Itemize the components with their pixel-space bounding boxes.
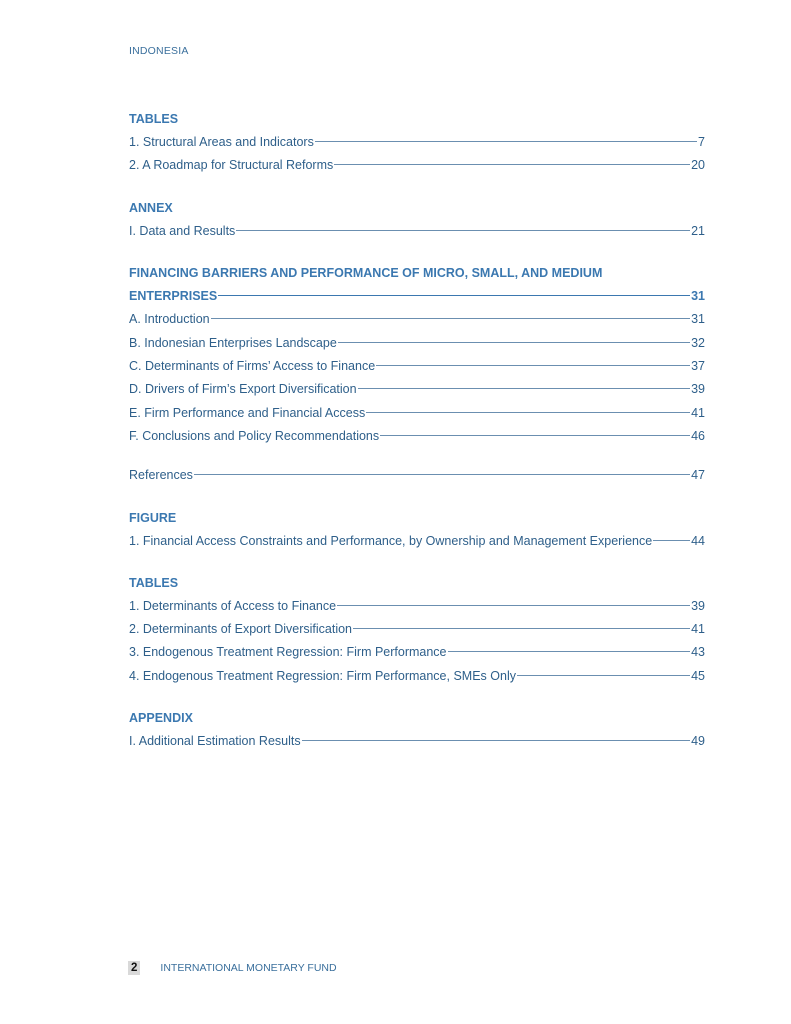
toc-entry-page: 47 xyxy=(691,468,705,483)
dot-leader xyxy=(211,318,690,319)
toc-entry-label: B. Indonesian Enterprises Landscape xyxy=(129,335,337,350)
dot-leader xyxy=(236,230,690,231)
toc-entry-page: 49 xyxy=(691,734,705,749)
toc-entry[interactable] xyxy=(129,131,705,154)
dot-leader xyxy=(358,388,691,389)
dot-leader xyxy=(338,342,690,343)
dot-leader xyxy=(315,141,697,142)
page-footer xyxy=(128,961,337,975)
toc-entry-references[interactable] xyxy=(129,464,705,487)
toc-entry-page: 41 xyxy=(691,622,705,637)
toc-entry-label: I. Data and Results xyxy=(129,223,236,238)
toc-entry-label: I. Additional Estimation Results xyxy=(129,734,301,749)
chapter-page-number: 31 xyxy=(691,289,705,304)
toc-list-annex xyxy=(129,220,705,243)
toc-entry-label: 1. Financial Access Constraints and Performance, by Ownership and Management Experience xyxy=(129,533,653,548)
toc-entry[interactable] xyxy=(129,641,705,664)
running-header: INDONESIA xyxy=(129,45,189,57)
toc-entry-label: D. Drivers of Firm’s Export Diversification xyxy=(129,382,357,397)
toc-entry-page: 37 xyxy=(691,359,705,374)
section-heading-tables-2: TABLES xyxy=(129,575,179,590)
toc-entry[interactable] xyxy=(129,308,705,331)
publisher-name: INTERNATIONAL MONETARY FUND xyxy=(160,962,337,974)
section-heading-figure: FIGURE xyxy=(129,510,177,525)
chapter-title-line2: ENTERPRISES xyxy=(129,289,218,304)
toc-entry[interactable] xyxy=(129,595,705,618)
toc-entry[interactable] xyxy=(129,618,705,641)
dot-leader xyxy=(302,740,690,741)
section-heading-appendix: APPENDIX xyxy=(129,711,193,726)
toc-entry-page: 39 xyxy=(691,598,705,613)
toc-entry[interactable] xyxy=(129,220,705,243)
dot-leader xyxy=(337,605,690,606)
dot-leader xyxy=(517,675,690,676)
dot-leader xyxy=(194,474,690,475)
dot-leader xyxy=(380,435,690,436)
toc-entry-page: 43 xyxy=(691,645,705,660)
section-heading-annex: ANNEX xyxy=(129,200,173,215)
toc-entry[interactable] xyxy=(129,154,705,177)
toc-entry-page: 45 xyxy=(691,668,705,683)
dot-leader xyxy=(366,412,690,413)
toc-entry-label: 2. Determinants of Export Diversification xyxy=(129,622,353,637)
toc-entry-page: 41 xyxy=(691,405,705,420)
toc-entry[interactable] xyxy=(129,425,705,448)
toc-entry-label: 3. Endogenous Treatment Regression: Firm Performance xyxy=(129,645,447,660)
toc-entry-label: E. Firm Performance and Financial Access xyxy=(129,405,366,420)
toc-entry[interactable] xyxy=(129,355,705,378)
dot-leader xyxy=(653,540,690,541)
toc-entry[interactable] xyxy=(129,378,705,401)
section-heading-tables: TABLES xyxy=(129,112,179,126)
toc-list-tables xyxy=(129,131,705,178)
toc-entry-page: 46 xyxy=(691,428,705,443)
table-of-contents xyxy=(129,108,705,753)
toc-entry-label: 4. Endogenous Treatment Regression: Firm Performance, SMEs Only xyxy=(129,668,516,683)
toc-list-figure xyxy=(129,530,705,553)
toc-entry-page: 39 xyxy=(691,382,705,397)
toc-entry[interactable] xyxy=(129,730,705,753)
toc-entry-label: 1. Structural Areas and Indicators xyxy=(129,135,314,149)
toc-entry-page: 44 xyxy=(691,533,705,548)
dot-leader xyxy=(353,628,690,629)
toc-entry[interactable] xyxy=(129,530,705,553)
toc-entry-page: 31 xyxy=(691,312,705,327)
toc-entry-label: F. Conclusions and Policy Recommendations xyxy=(129,428,380,443)
toc-entry-label: 1. Determinants of Access to Finance xyxy=(129,598,337,613)
toc-list-appendix xyxy=(129,730,705,753)
toc-entry-label: C. Determinants of Firms’ Access to Finance xyxy=(129,359,376,374)
dot-leader xyxy=(448,651,691,652)
toc-entry[interactable] xyxy=(129,665,705,688)
toc-entry[interactable] xyxy=(129,332,705,355)
page-number: 2 xyxy=(128,961,140,975)
dot-leader xyxy=(334,164,690,165)
toc-list-tables-2 xyxy=(129,595,705,688)
chapter-title-line1: FINANCING BARRIERS AND PERFORMANCE OF MICRO, SMALL, AND MEDIUM xyxy=(129,265,603,280)
chapter-title-entry[interactable] xyxy=(129,285,705,308)
dot-leader xyxy=(376,365,690,366)
toc-entry-page: 32 xyxy=(691,335,705,350)
toc-entry-label: A. Introduction xyxy=(129,312,210,327)
toc-entry[interactable] xyxy=(129,402,705,425)
toc-entry-page: 21 xyxy=(691,223,705,238)
toc-list-chapter xyxy=(129,308,705,448)
toc-entry-page: 7 xyxy=(698,135,705,149)
toc-entry-page: 20 xyxy=(691,158,705,173)
dot-leader xyxy=(218,295,690,296)
toc-entry-label: 2. A Roadmap for Structural Reforms xyxy=(129,158,334,173)
toc-entry-label: References xyxy=(129,468,193,483)
